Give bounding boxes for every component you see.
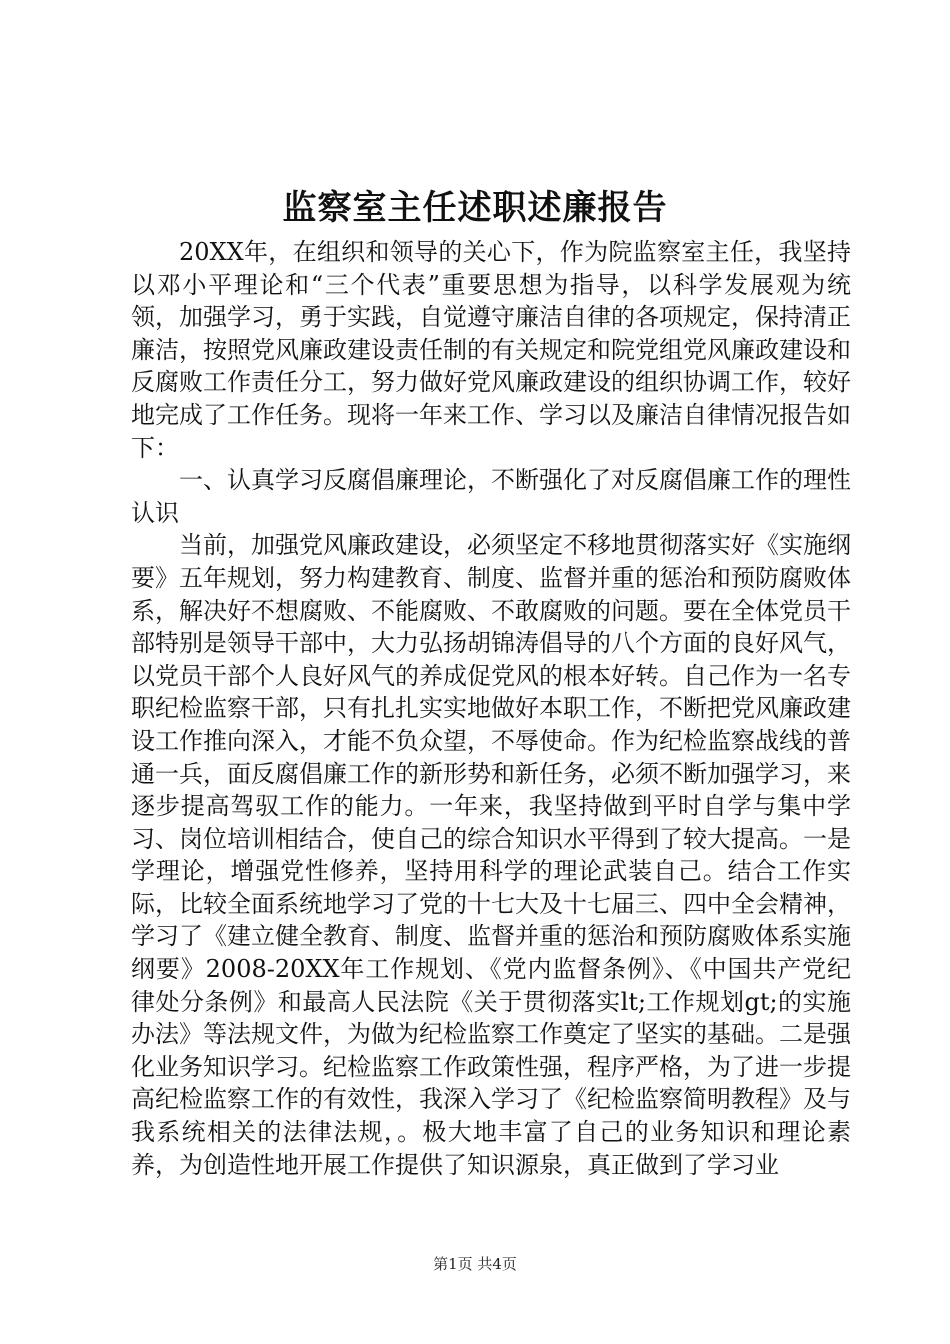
document-title: 监察室主任述职述廉报告 <box>282 188 668 228</box>
document-body <box>131 236 851 1181</box>
paragraph-section-heading: 一、认真学习反腐倡廉理论，不断强化了对反腐倡廉工作的理性认识 <box>131 466 851 527</box>
page-footer: 第1页 共4页 <box>433 1255 517 1273</box>
paragraph-intro: 20XX年，在组织和领导的关心下，作为院监察室主任，我坚持以邓小平理论和“三个代表”重要思想为指导，以科学发展观为统领，加强学习，勇于实践，自觉遵守廉洁自律的各项规定，保持清正廉洁，按照党风廉政建设责任制的有关规定和院党组党风廉政建设和反腐败工作责任分工，努力做好党风廉政建设的组织协调工作，较好地完成了工作任务。现将一年来工作、学习以及廉洁自律情况报告如下： <box>131 238 851 462</box>
paragraph-main: 当前，加强党风廉政建设，必须坚定不移地贯彻落实好《实施纲要》五年规划，努力构建教育、制度、监督并重的惩治和预防腐败体系，解决好不想腐败、不能腐败、不敢腐败的问题。要在全体党员干部特别是领导干部中，大力弘扬胡锦涛倡导的八个方面的良好风气，以党员干部个人良好风气的养成促党风的根本好转。自己作为一名专职纪检监察干部，只有扎扎实实地做好本职工作，不断把党风廉政建设工作推向深入，才能不负众望，不辱使命。作为纪检监察战线的普通一兵，面反腐倡廉工作的新形势和新任务，必须不断加强学习，来逐步提高驾驭工作的能力。一年来，我坚持做到平时自学与集中学习、岗位培训相结合，使自己的综合知识水平得到了较大提高。一是学理论，增强党性修养，坚持用科学的理论武装自己。结合工作实际，比较全面系统地学习了党的十七大及十七届三、四中全会精神，学习了《建立健全教育、制度、监督并重的惩治和预防腐败体系实施纲要》2008-20XX年工作规划、《党内监督条例》、《中国共产党纪律处分条例》和最高人民法院《关于贯彻落实lt;工作规划gt;的实施办法》等法规文件，为做为纪检监察工作奠定了坚实的基础。二是强化业务知识学习。纪检监察工作政策性强，程序严格，为了进一步提高纪检监察工作的有效性，我深入学习了《纪检监察简明教程》及与我系统相关的法律法规，。极大地丰富了自己的业务知识和理论素养，为创造性地开展工作提供了知识源泉，真正做到了学习业 <box>131 531 851 1179</box>
